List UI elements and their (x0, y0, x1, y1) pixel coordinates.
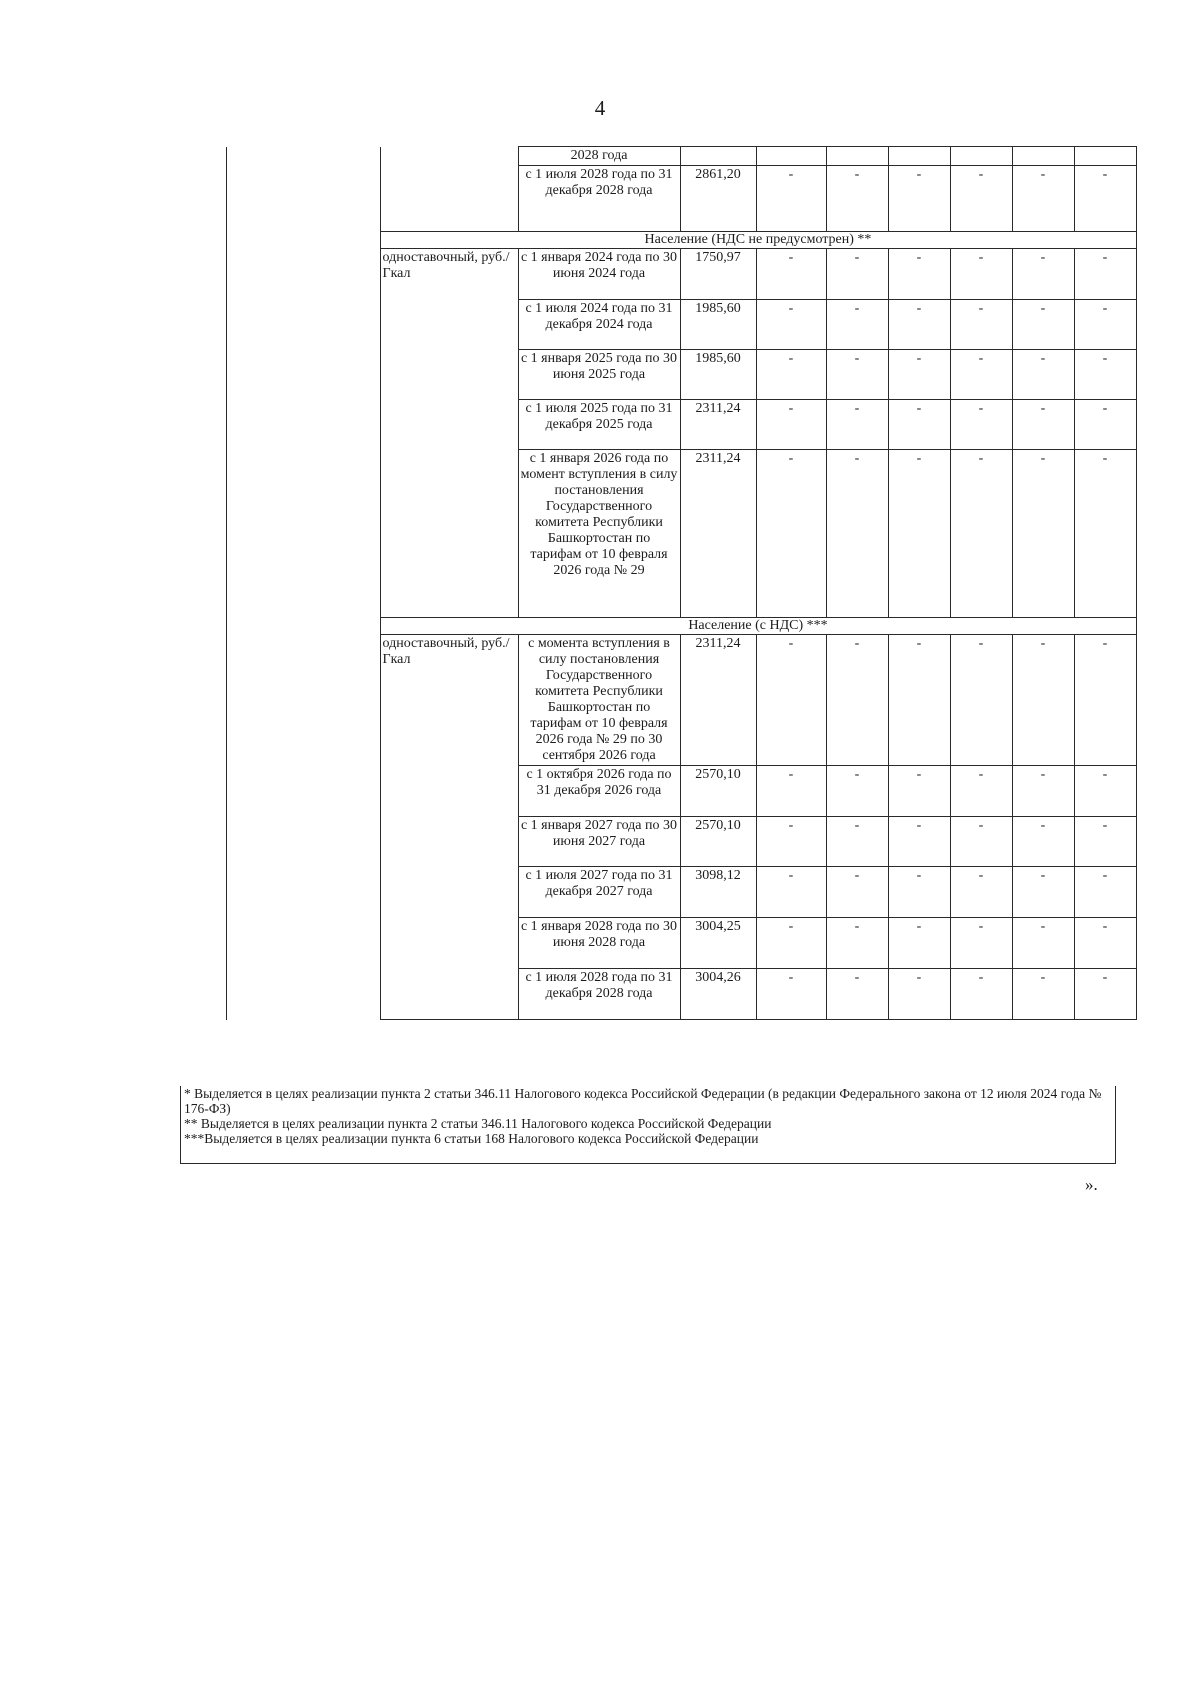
empty-value-dash: - (756, 300, 826, 350)
empty-value-dash: - (756, 867, 826, 918)
left-blank-column (226, 300, 380, 350)
empty-value-dash: - (1012, 918, 1074, 969)
left-blank-column (226, 232, 380, 249)
empty-value-dash: - (950, 867, 1012, 918)
empty-value-dash: - (950, 450, 1012, 618)
period-cell: с 1 января 2025 года по 30 июня 2025 года (518, 350, 680, 400)
table-row (188, 635, 1136, 766)
empty-value-dash: - (1012, 300, 1074, 350)
period-cell: с 1 июля 2028 года по 31 декабря 2028 года (518, 969, 680, 1020)
empty-value-dash: - (1012, 635, 1074, 766)
empty-value-dash: - (756, 969, 826, 1020)
table-row (188, 350, 1136, 400)
empty-value-dash (1012, 147, 1074, 166)
empty-value-dash: - (950, 969, 1012, 1020)
empty-value-dash: - (1012, 166, 1074, 232)
empty-value-dash: - (1012, 249, 1074, 300)
left-margin-cell (188, 867, 226, 918)
left-blank-column (226, 817, 380, 867)
table-row (188, 817, 1136, 867)
left-blank-column (226, 969, 380, 1020)
empty-value-dash: - (888, 766, 950, 817)
empty-value-dash: - (756, 166, 826, 232)
period-cell: с 1 января 2028 года по 30 июня 2028 года (518, 918, 680, 969)
empty-value-dash: - (826, 969, 888, 1020)
table-row (188, 147, 1136, 166)
tariff-value-cell: 3098,12 (680, 867, 756, 918)
left-margin-cell (188, 766, 226, 817)
empty-value-dash: - (950, 766, 1012, 817)
empty-value-dash: - (826, 166, 888, 232)
period-cell: 2028 года (518, 147, 680, 166)
empty-value-dash: - (756, 635, 826, 766)
section-title-row (188, 618, 1136, 635)
type-cell-blank (380, 166, 518, 232)
tariff-type-cell: одноставочный, руб./Гкал (380, 249, 518, 618)
left-margin-cell (188, 918, 226, 969)
empty-value-dash: - (950, 817, 1012, 867)
table-row (188, 300, 1136, 350)
period-cell: с момента вступления в силу постановления Государственного комитета Республики Башкортостан по тарифам от 10 февраля 2026 года № 29 по 30 сентября 2026 года (518, 635, 680, 766)
period-cell: с 1 июля 2027 года по 31 декабря 2027 года (518, 867, 680, 918)
empty-value-dash: - (1012, 350, 1074, 400)
empty-value-dash: - (756, 766, 826, 817)
empty-value-dash: - (1012, 817, 1074, 867)
left-blank-column (226, 147, 380, 166)
type-cell-blank (380, 147, 518, 166)
period-cell: с 1 июля 2028 года по 31 декабря 2028 года (518, 166, 680, 232)
empty-value-dash: - (756, 918, 826, 969)
empty-value-dash: - (950, 400, 1012, 450)
left-margin-cell (188, 400, 226, 450)
empty-value-dash: - (1074, 450, 1136, 618)
left-blank-column (226, 166, 380, 232)
left-margin-cell (188, 350, 226, 400)
empty-value-dash: - (1074, 400, 1136, 450)
empty-value-dash: - (950, 249, 1012, 300)
empty-value-dash: - (756, 400, 826, 450)
empty-value-dash: - (888, 300, 950, 350)
footnote-3: ***Выделяется в целях реализации пункта 6 статьи 168 Налогового кодекса Российской Федерации (184, 1131, 759, 1146)
empty-value-dash (826, 147, 888, 166)
empty-value-dash: - (888, 400, 950, 450)
period-cell: с 1 октября 2026 года по 31 декабря 2026 года (518, 766, 680, 817)
empty-value-dash: - (1074, 249, 1136, 300)
left-blank-column (226, 918, 380, 969)
empty-value-dash: - (888, 817, 950, 867)
tariff-type-cell: одноставочный, руб./Гкал (380, 635, 518, 1020)
empty-value-dash: - (756, 350, 826, 400)
closing-quote-mark: ». (1085, 1175, 1098, 1194)
empty-value-dash: - (756, 450, 826, 618)
empty-value-dash: - (888, 249, 950, 300)
left-margin-cell (188, 817, 226, 867)
tariff-value-cell: 2311,24 (680, 400, 756, 450)
empty-value-dash: - (950, 918, 1012, 969)
empty-value-dash: - (1012, 766, 1074, 817)
empty-value-dash: - (1074, 635, 1136, 766)
empty-value-dash (756, 147, 826, 166)
empty-value-dash: - (826, 400, 888, 450)
empty-value-dash: - (1012, 450, 1074, 618)
left-margin-cell (188, 249, 226, 300)
empty-value-dash: - (826, 918, 888, 969)
empty-value-dash: - (950, 300, 1012, 350)
left-margin-cell (188, 166, 226, 232)
empty-value-dash: - (826, 766, 888, 817)
empty-value-dash: - (1074, 766, 1136, 817)
period-cell: с 1 января 2026 года по момент вступления в силу постановления Государственного комитета Республики Башкортостан по тарифам от 10 февраля 2026 года № 29 (518, 450, 680, 618)
left-margin-cell (188, 450, 226, 618)
empty-value-dash: - (756, 817, 826, 867)
footnote-2: ** Выделяется в целях реализации пункта 2 статьи 346.11 Налогового кодекса Российской Федерации (184, 1116, 772, 1131)
tariff-value-cell: 3004,26 (680, 969, 756, 1020)
empty-value-dash: - (950, 635, 1012, 766)
left-margin-cell (188, 635, 226, 766)
tariff-value-cell: 1985,60 (680, 350, 756, 400)
tariff-table (188, 146, 1137, 1020)
empty-value-dash: - (888, 450, 950, 618)
tariff-value-cell: 2311,24 (680, 450, 756, 618)
period-cell: с 1 июля 2024 года по 31 декабря 2024 года (518, 300, 680, 350)
empty-value-dash: - (888, 166, 950, 232)
tariff-value-cell: 2861,20 (680, 166, 756, 232)
footnotes (180, 1086, 1116, 1164)
left-margin-cell (188, 147, 226, 166)
empty-value-dash (1074, 147, 1136, 166)
empty-value-dash: - (950, 350, 1012, 400)
empty-value-dash: - (1074, 918, 1136, 969)
left-margin-cell (188, 969, 226, 1020)
left-blank-column (226, 766, 380, 817)
empty-value-dash: - (826, 817, 888, 867)
empty-value-dash: - (826, 300, 888, 350)
tariff-value-cell (680, 147, 756, 166)
section-title: Население (НДС не предусмотрен) ** (380, 232, 1136, 249)
table-row (188, 450, 1136, 618)
empty-value-dash: - (826, 249, 888, 300)
table-row (188, 867, 1136, 918)
empty-value-dash (950, 147, 1012, 166)
left-blank-column (226, 867, 380, 918)
table-row (188, 918, 1136, 969)
page-number: 4 (594, 96, 606, 120)
left-blank-column (226, 450, 380, 618)
empty-value-dash: - (888, 918, 950, 969)
empty-value-dash: - (826, 450, 888, 618)
empty-value-dash: - (888, 350, 950, 400)
tariff-value-cell: 2570,10 (680, 817, 756, 867)
footnote-1: * Выделяется в целях реализации пункта 2 статьи 346.11 Налогового кодекса Российской Федерации (в редакции Федерального закона от 12 июля 2024 года № 176-ФЗ) (184, 1086, 1102, 1116)
empty-value-dash (888, 147, 950, 166)
left-blank-column (226, 400, 380, 450)
empty-value-dash: - (888, 969, 950, 1020)
left-margin-cell (188, 232, 226, 249)
table-row (188, 249, 1136, 300)
left-margin-cell (188, 618, 226, 635)
empty-value-dash: - (888, 635, 950, 766)
empty-value-dash: - (1012, 400, 1074, 450)
empty-value-dash: - (888, 867, 950, 918)
period-cell: с 1 января 2027 года по 30 июня 2027 года (518, 817, 680, 867)
table-row (188, 166, 1136, 232)
table-row (188, 400, 1136, 450)
empty-value-dash: - (1074, 166, 1136, 232)
empty-value-dash: - (756, 249, 826, 300)
left-blank-column (226, 249, 380, 300)
empty-value-dash: - (826, 350, 888, 400)
table-row (188, 766, 1136, 817)
tariff-value-cell: 1750,97 (680, 249, 756, 300)
left-blank-column (226, 350, 380, 400)
empty-value-dash: - (1074, 350, 1136, 400)
empty-value-dash: - (1012, 867, 1074, 918)
empty-value-dash: - (826, 867, 888, 918)
empty-value-dash: - (950, 166, 1012, 232)
empty-value-dash: - (1074, 969, 1136, 1020)
left-blank-column (226, 618, 380, 635)
tariff-value-cell: 1985,60 (680, 300, 756, 350)
empty-value-dash: - (1074, 817, 1136, 867)
left-blank-column (226, 635, 380, 766)
section-title: Население (с НДС) *** (380, 618, 1136, 635)
table-row (188, 969, 1136, 1020)
empty-value-dash: - (1074, 867, 1136, 918)
empty-value-dash: - (1074, 300, 1136, 350)
empty-value-dash: - (826, 635, 888, 766)
tariff-value-cell: 3004,25 (680, 918, 756, 969)
period-cell: с 1 июля 2025 года по 31 декабря 2025 года (518, 400, 680, 450)
left-margin-cell (188, 300, 226, 350)
period-cell: с 1 января 2024 года по 30 июня 2024 года (518, 249, 680, 300)
tariff-value-cell: 2311,24 (680, 635, 756, 766)
empty-value-dash: - (1012, 969, 1074, 1020)
section-title-row (188, 232, 1136, 249)
tariff-value-cell: 2570,10 (680, 766, 756, 817)
